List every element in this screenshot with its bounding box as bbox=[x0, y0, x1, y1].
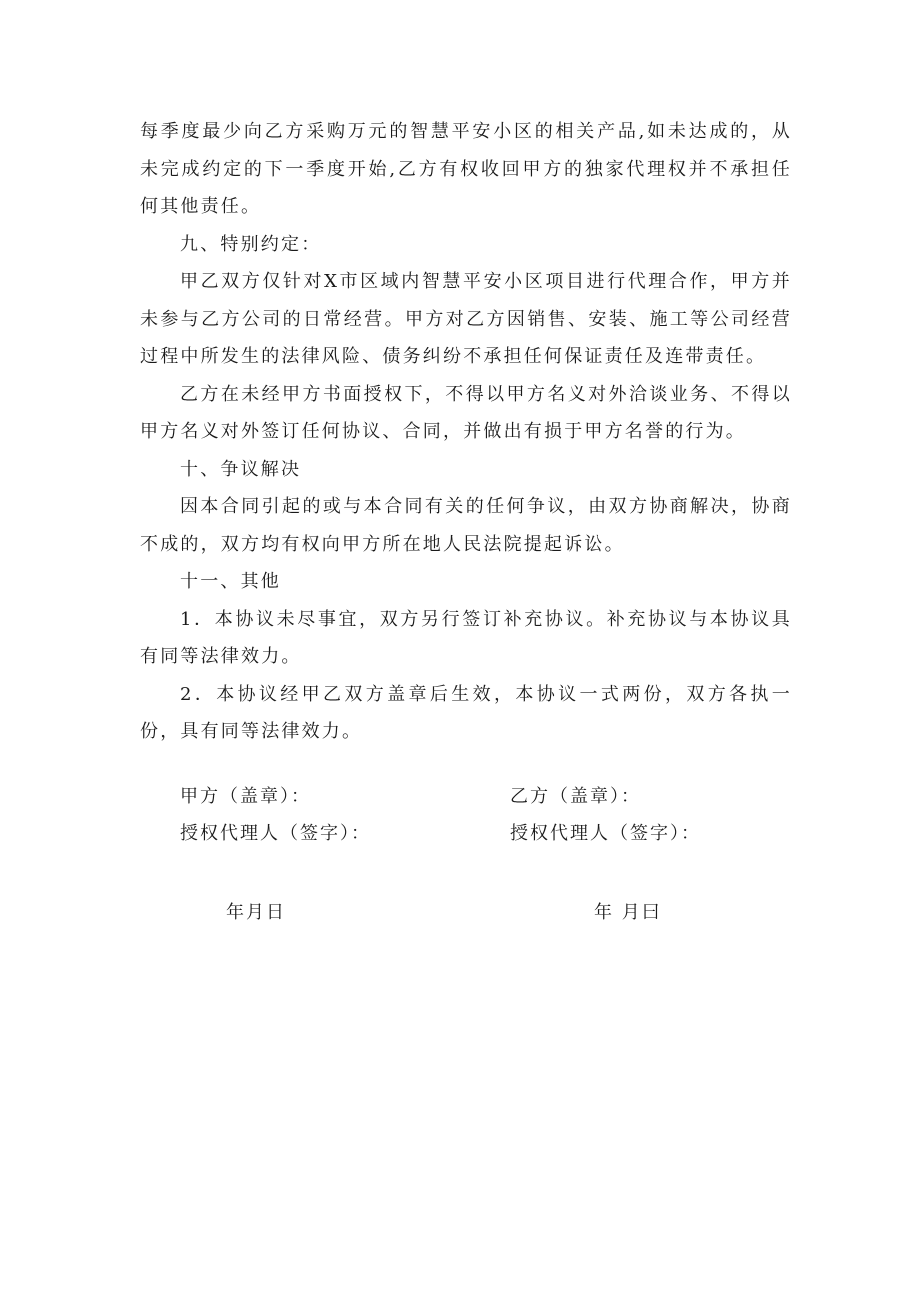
section-11-paragraph-2: 2．本协议经甲乙双方盖章后生效，本协议一式两份，双方各执一份，具有同等法律效力。 bbox=[140, 683, 792, 742]
document-body bbox=[140, 113, 792, 751]
party-b-date-label: 年 月曰 bbox=[594, 902, 662, 923]
signature-block bbox=[0, 779, 920, 939]
party-a-date-label: 年月日 bbox=[226, 902, 286, 923]
party-b-seal-label: 乙方（盖章）： bbox=[510, 786, 641, 807]
party-b-agent-label: 授权代理人（签字）： bbox=[510, 823, 701, 844]
section-11-heading: 十一、其他 bbox=[180, 571, 281, 592]
section-9-heading: 九、特别约定： bbox=[180, 233, 322, 255]
section-10-paragraph-1: 因本合同引起的或与本合同有关的任何争议，由双方协商解决，协商不成的，双方均有权向甲方所在地人民法院提起诉讼。 bbox=[140, 496, 792, 555]
section-8-continuation: 每季度最少向乙方采购万元的智慧平安小区的相关产品,如未达成的，从未完成约定的下一季度开始,乙方有权收回甲方的独家代理权并不承担任何其他责任。 bbox=[140, 121, 792, 217]
section-10-heading: 十、争议解决 bbox=[180, 458, 302, 480]
section-9-paragraph-2: 乙方在未经甲方书面授权下，不得以甲方名义对外洽谈业务、不得以甲方名义对外签订任何协议、合同，并做出有损于甲方名誉的行为。 bbox=[140, 383, 792, 442]
party-a-agent-label: 授权代理人（签字）： bbox=[180, 823, 371, 844]
party-a-seal-label: 甲方（盖章）： bbox=[180, 786, 311, 807]
section-9-paragraph-1: 甲乙双方仅针对X市区域内智慧平安小区项目进行代理合作，甲方并未参与乙方公司的日常经营。甲方对乙方因销售、安装、施工等公司经营过程中所发生的法律风险、债务纠纷不承担任何保证责任及连带责任。 bbox=[140, 271, 792, 367]
section-11-paragraph-1: 1．本协议未尽事宜，双方另行签订补充协议。补充协议与本协议具有同等法律效力。 bbox=[140, 608, 792, 667]
